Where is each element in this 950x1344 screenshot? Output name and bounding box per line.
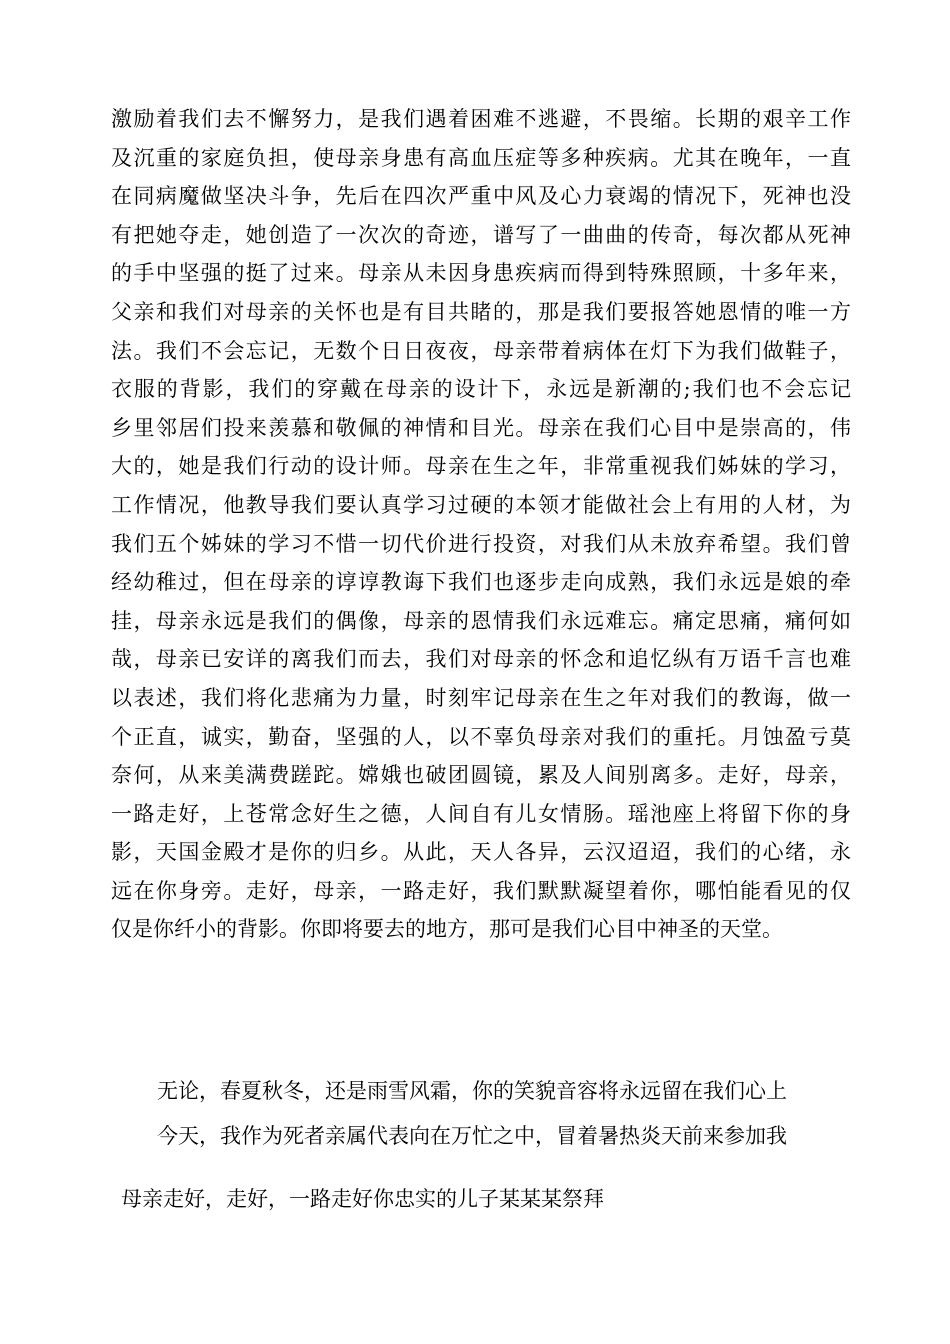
eulogy-paragraph-2: 无论，春夏秋冬，还是雨雪风霜，你的笑貌音容将永远留在我们心上 bbox=[157, 1079, 787, 1103]
text-line: 法。我们不会忘记，无数个日日夜夜，母亲带着病体在灯下为我们做鞋子， bbox=[111, 338, 851, 363]
text-line: 仅是你纤小的背影。你即将要去的地方，那可是我们心目中神圣的天堂。 bbox=[111, 917, 783, 942]
text-line: 哉，母亲已安详的离我们而去，我们对母亲的怀念和追忆纵有万语千言也难 bbox=[111, 647, 851, 672]
text-line: 父亲和我们对母亲的关怀也是有目共睹的，那是我们要报答她恩情的唯一方 bbox=[111, 299, 851, 324]
text-line: 工作情况，他教导我们要认真学习过硬的本领才能做社会上有用的人材，为 bbox=[111, 492, 851, 517]
text-line: 大的，她是我们行动的设计师。母亲在生之年，非常重视我们姊妹的学习， bbox=[111, 454, 851, 479]
text-line: 个正直，诚实，勤奋，坚强的人，以不辜负母亲对我们的重托。月蚀盈亏莫 bbox=[111, 724, 851, 749]
text-line: 在同病魔做坚决斗争，先后在四次严重中风及心力衰竭的情况下，死神也没 bbox=[111, 184, 851, 209]
text-line: 一路走好，上苍常念好生之德，人间自有儿女情肠。瑶池座上将留下你的身 bbox=[111, 801, 851, 826]
text-line: 激励着我们去不懈努力，是我们遇着困难不逃避，不畏缩。长期的艰辛工作 bbox=[111, 107, 851, 131]
text-line: 的手中坚强的挺了过来。母亲从未因身患疾病而得到特殊照顾，十多年来， bbox=[111, 261, 851, 286]
eulogy-paragraph-3: 今天，我作为死者亲属代表向在万忙之中，冒着暑热炎天前来参加我 bbox=[157, 1124, 787, 1148]
text-line: 远在你身旁。走好，母亲，一路走好，我们默默凝望着你，哪怕能看见的仅 bbox=[111, 878, 851, 903]
eulogy-paragraph-1 bbox=[111, 100, 851, 949]
text-line: 影，天国金殿才是你的归乡。从此，天人各异，云汉迢迢，我们的心绪，永 bbox=[111, 840, 851, 865]
text-line: 乡里邻居们投来羡慕和敬佩的神情和目光。母亲在我们心目中是崇高的，伟 bbox=[111, 415, 851, 440]
text-line: 奈何，从来美满费蹉跎。嫦娥也破团圆镜，累及人间别离多。走好，母亲， bbox=[111, 763, 851, 788]
text-line: 挂，母亲永远是我们的偶像，母亲的恩情我们永远难忘。痛定思痛，痛何如 bbox=[111, 608, 851, 633]
text-line: 以表述，我们将化悲痛为力量，时刻牢记母亲在生之年对我们的教诲，做一 bbox=[111, 685, 851, 710]
text-line: 衣服的背影，我们的穿戴在母亲的设计下，永远是新潮的;我们也不会忘记 bbox=[111, 377, 851, 402]
text-line: 及沉重的家庭负担，使母亲身患有高血压症等多种疾病。尤其在晚年，一直 bbox=[111, 145, 851, 170]
text-line: 我们五个姊妹的学习不惜一切代价进行投资，对我们从未放弃希望。我们曾 bbox=[111, 531, 851, 556]
text-line: 经幼稚过，但在母亲的谆谆教诲下我们也逐步走向成熟，我们永远是娘的牵 bbox=[111, 570, 851, 595]
eulogy-signature-line: 母亲走好，走好，一路走好你忠实的儿子某某某祭拜 bbox=[121, 1187, 604, 1211]
text-line: 有把她夺走，她创造了一次次的奇迹，谱写了一曲曲的传奇，每次都从死神 bbox=[111, 222, 851, 247]
